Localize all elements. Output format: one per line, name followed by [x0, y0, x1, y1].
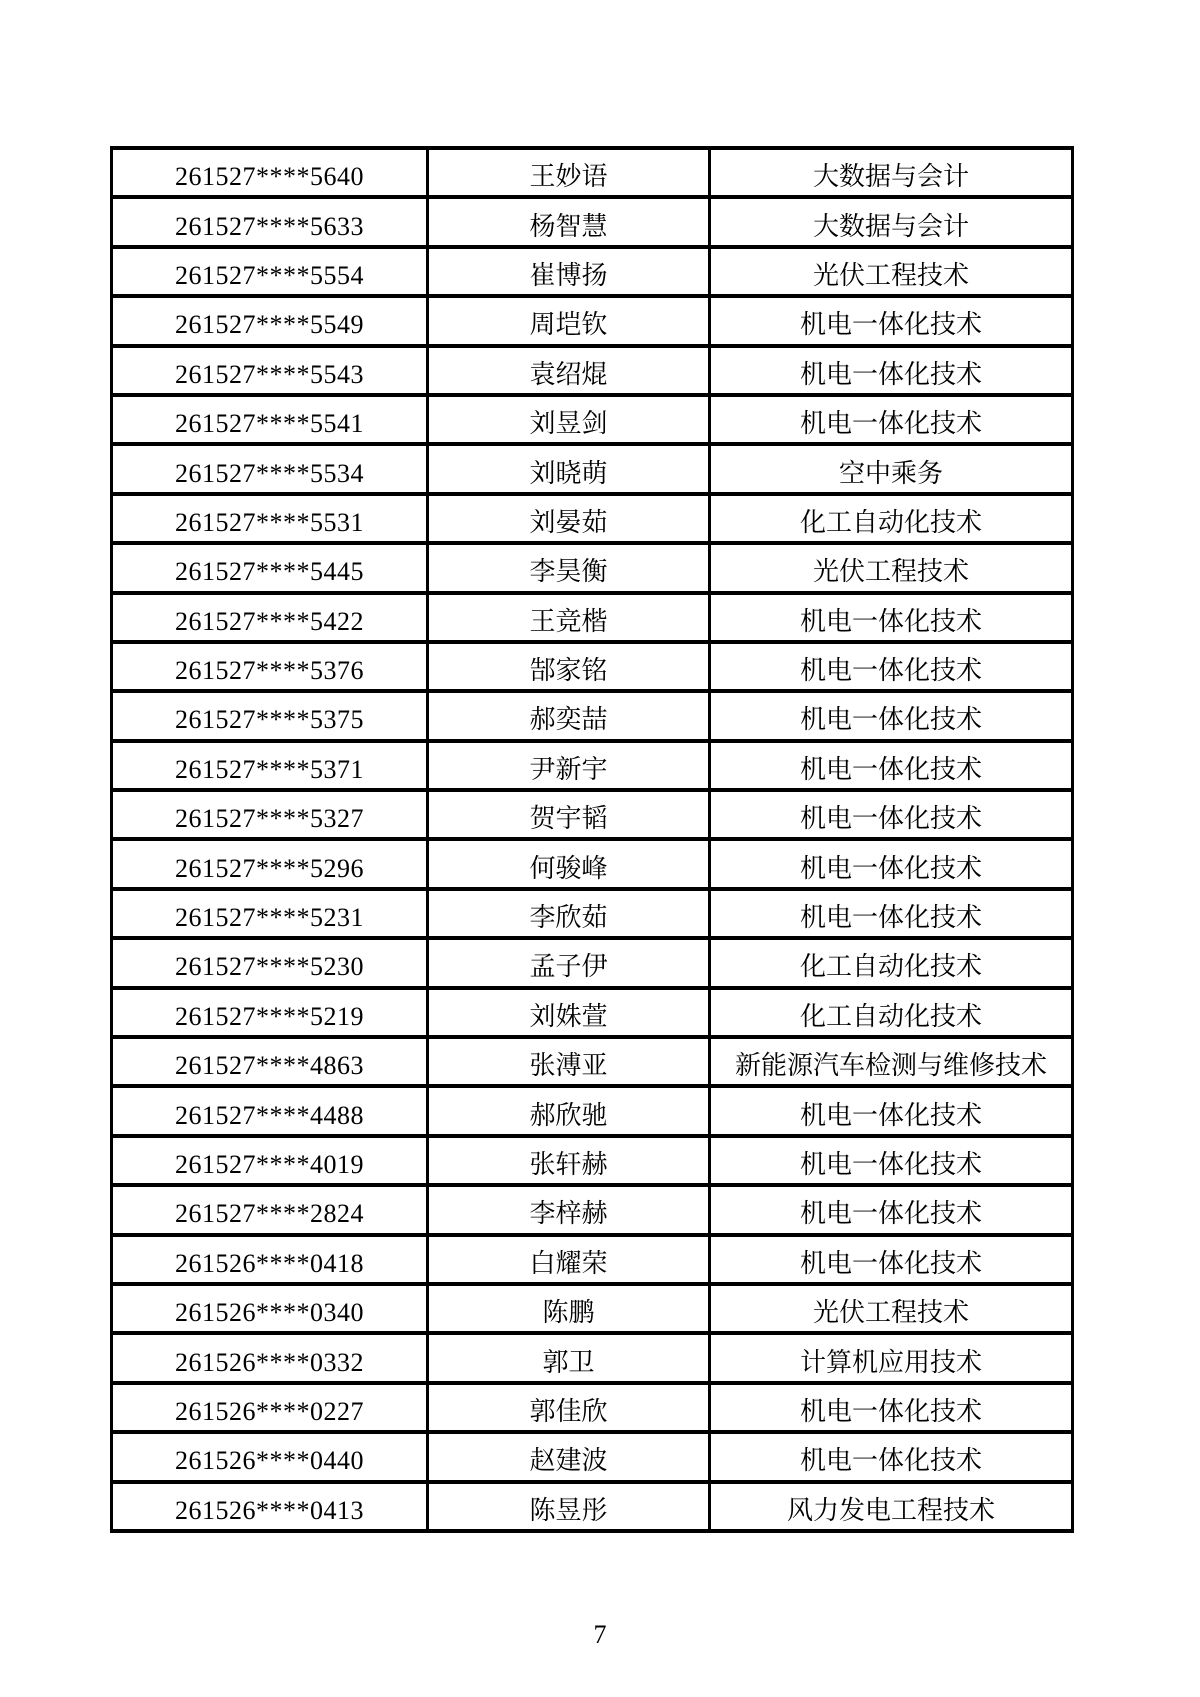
exam-id-cell: 261527****5327 [112, 790, 428, 839]
admitted-major-cell: 新能源汽车检测与维修技术 [710, 1037, 1073, 1086]
exam-id-cell: 261527****5640 [112, 148, 428, 197]
student-name-cell: 李梓赫 [428, 1185, 710, 1234]
student-name-cell: 崔博扬 [428, 247, 710, 296]
admitted-major-cell: 机电一体化技术 [710, 1086, 1073, 1135]
admitted-major-cell: 空中乘务 [710, 444, 1073, 493]
admitted-major-cell: 化工自动化技术 [710, 494, 1073, 543]
table-row [112, 988, 1073, 1037]
exam-id-cell: 261527****5531 [112, 494, 428, 543]
student-name-cell: 贺宇韬 [428, 790, 710, 839]
table-row [112, 1482, 1073, 1531]
student-name-cell: 刘昱剑 [428, 395, 710, 444]
exam-id-cell: 261527****4863 [112, 1037, 428, 1086]
admitted-major-cell: 大数据与会计 [710, 148, 1073, 197]
admitted-major-cell: 机电一体化技术 [710, 691, 1073, 740]
table-row [112, 593, 1073, 642]
admitted-major-cell: 计算机应用技术 [710, 1333, 1073, 1382]
student-name-cell: 刘晏茹 [428, 494, 710, 543]
exam-id-cell: 261527****5541 [112, 395, 428, 444]
table-row [112, 346, 1073, 395]
student-name-cell: 陈鹏 [428, 1284, 710, 1333]
admitted-major-cell: 大数据与会计 [710, 197, 1073, 246]
student-name-cell: 李欣茹 [428, 889, 710, 938]
admitted-major-cell: 化工自动化技术 [710, 938, 1073, 987]
student-name-cell: 尹新宇 [428, 741, 710, 790]
exam-id-cell: 261527****5219 [112, 988, 428, 1037]
exam-id-cell: 261526****0332 [112, 1333, 428, 1382]
admitted-major-cell: 机电一体化技术 [710, 346, 1073, 395]
student-name-cell: 周垲钦 [428, 296, 710, 345]
exam-id-cell: 261526****0227 [112, 1383, 428, 1432]
admitted-major-cell: 机电一体化技术 [710, 395, 1073, 444]
student-name-cell: 陈昱彤 [428, 1482, 710, 1531]
student-name-cell: 王妙语 [428, 148, 710, 197]
exam-id-cell: 261527****5554 [112, 247, 428, 296]
table-row [112, 494, 1073, 543]
admitted-major-cell: 光伏工程技术 [710, 543, 1073, 592]
exam-id-cell: 261527****5230 [112, 938, 428, 987]
exam-id-cell: 261527****5422 [112, 593, 428, 642]
table-row [112, 1432, 1073, 1481]
table-row [112, 1383, 1073, 1432]
admitted-major-cell: 机电一体化技术 [710, 889, 1073, 938]
table-row [112, 395, 1073, 444]
table-row [112, 741, 1073, 790]
table-row [112, 247, 1073, 296]
exam-id-cell: 261527****5296 [112, 839, 428, 888]
exam-id-cell: 261527****5633 [112, 197, 428, 246]
exam-id-cell: 261527****5549 [112, 296, 428, 345]
admitted-major-cell: 机电一体化技术 [710, 593, 1073, 642]
table-row [112, 790, 1073, 839]
admitted-major-cell: 机电一体化技术 [710, 741, 1073, 790]
exam-id-cell: 261527****5543 [112, 346, 428, 395]
admitted-major-cell: 机电一体化技术 [710, 296, 1073, 345]
exam-id-cell: 261526****0440 [112, 1432, 428, 1481]
table-row [112, 1185, 1073, 1234]
exam-id-cell: 261527****5534 [112, 444, 428, 493]
exam-id-cell: 261526****0340 [112, 1284, 428, 1333]
table-row [112, 1333, 1073, 1382]
table-row [112, 444, 1073, 493]
student-name-cell: 张溥亚 [428, 1037, 710, 1086]
admitted-major-cell: 机电一体化技术 [710, 1432, 1073, 1481]
admission-roster-table [110, 146, 1074, 1533]
table-row [112, 197, 1073, 246]
table-row [112, 642, 1073, 691]
admitted-major-cell: 机电一体化技术 [710, 642, 1073, 691]
student-name-cell: 李昊衡 [428, 543, 710, 592]
table-row [112, 839, 1073, 888]
exam-id-cell: 261526****0413 [112, 1482, 428, 1531]
exam-id-cell: 261527****4488 [112, 1086, 428, 1135]
admitted-major-cell: 风力发电工程技术 [710, 1482, 1073, 1531]
exam-id-cell: 261527****5375 [112, 691, 428, 740]
admitted-major-cell: 机电一体化技术 [710, 1185, 1073, 1234]
table-row [112, 1284, 1073, 1333]
admitted-major-cell: 机电一体化技术 [710, 839, 1073, 888]
student-name-cell: 郝奕喆 [428, 691, 710, 740]
student-name-cell: 刘晓萌 [428, 444, 710, 493]
table-row [112, 889, 1073, 938]
table-row [112, 938, 1073, 987]
admitted-major-cell: 机电一体化技术 [710, 1383, 1073, 1432]
admitted-major-cell: 机电一体化技术 [710, 1235, 1073, 1284]
page-number: 7 [593, 1620, 607, 1649]
exam-id-cell: 261526****0418 [112, 1235, 428, 1284]
student-name-cell: 何骏峰 [428, 839, 710, 888]
student-name-cell: 王竞楷 [428, 593, 710, 642]
admitted-major-cell: 机电一体化技术 [710, 790, 1073, 839]
table-row [112, 1136, 1073, 1185]
table-row [112, 296, 1073, 345]
admitted-major-cell: 化工自动化技术 [710, 988, 1073, 1037]
student-name-cell: 张轩赫 [428, 1136, 710, 1185]
student-name-cell: 赵建波 [428, 1432, 710, 1481]
exam-id-cell: 261527****5376 [112, 642, 428, 691]
exam-id-cell: 261527****4019 [112, 1136, 428, 1185]
exam-id-cell: 261527****5231 [112, 889, 428, 938]
student-name-cell: 孟子伊 [428, 938, 710, 987]
table-row [112, 1235, 1073, 1284]
exam-id-cell: 261527****5371 [112, 741, 428, 790]
student-name-cell: 袁绍焜 [428, 346, 710, 395]
table-row [112, 691, 1073, 740]
exam-id-cell: 261527****2824 [112, 1185, 428, 1234]
exam-id-cell: 261527****5445 [112, 543, 428, 592]
table-row [112, 148, 1073, 197]
admission-roster-body [112, 148, 1073, 1531]
table-row [112, 543, 1073, 592]
admitted-major-cell: 光伏工程技术 [710, 247, 1073, 296]
table-row [112, 1086, 1073, 1135]
student-name-cell: 郜家铭 [428, 642, 710, 691]
student-name-cell: 刘姝萱 [428, 988, 710, 1037]
student-name-cell: 郭佳欣 [428, 1383, 710, 1432]
student-name-cell: 杨智慧 [428, 197, 710, 246]
admitted-major-cell: 机电一体化技术 [710, 1136, 1073, 1185]
student-name-cell: 郝欣驰 [428, 1086, 710, 1135]
student-name-cell: 白耀荣 [428, 1235, 710, 1284]
table-row [112, 1037, 1073, 1086]
student-name-cell: 郭卫 [428, 1333, 710, 1382]
admitted-major-cell: 光伏工程技术 [710, 1284, 1073, 1333]
